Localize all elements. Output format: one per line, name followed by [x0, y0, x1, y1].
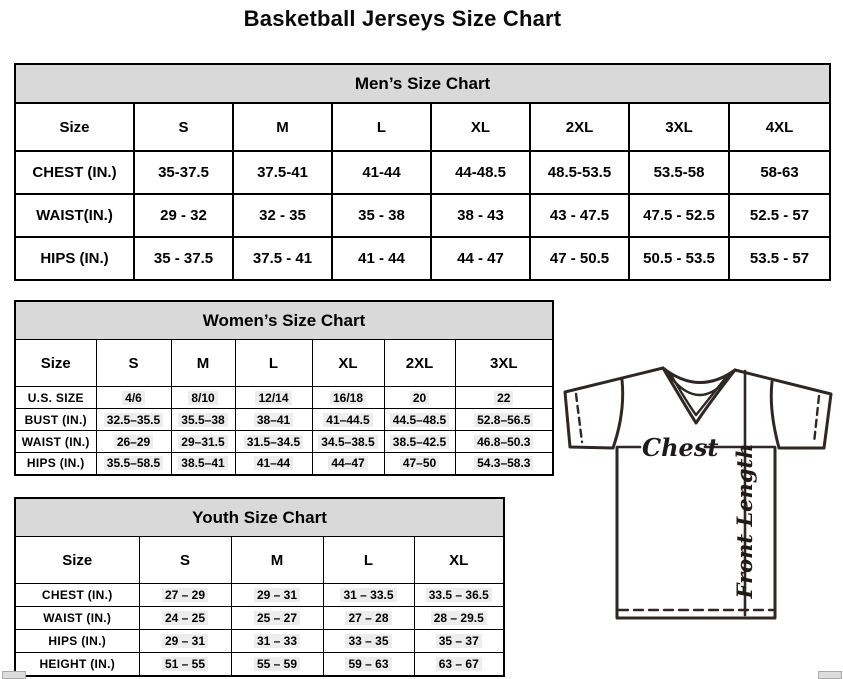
women-value-cell	[235, 409, 312, 431]
womens-size-table	[14, 300, 554, 476]
youth-value: 33 – 35	[345, 634, 391, 648]
youth-value-cell	[414, 630, 504, 653]
women-col-header-xl: XL	[312, 340, 384, 387]
men-value-cell	[629, 194, 729, 237]
men-col-header-xl: XL	[431, 103, 530, 151]
women-value-cell	[312, 409, 384, 431]
youth-value-cell	[139, 630, 231, 653]
men-value-cell	[332, 151, 431, 194]
women-value: 4/6	[122, 391, 145, 405]
women-value: 32.5–35.5	[104, 413, 163, 427]
women-table-row	[15, 431, 553, 453]
youth-value: 51 – 55	[162, 657, 208, 671]
youth-table-row	[15, 607, 504, 630]
women-value-cell	[235, 431, 312, 453]
women-value-cell	[171, 387, 235, 409]
men-table-row	[15, 237, 830, 280]
women-table-row	[15, 453, 553, 475]
men-value: 35 - 38	[358, 207, 405, 224]
youth-value: 35 – 37	[436, 634, 482, 648]
men-table-row	[15, 194, 830, 237]
youth-size-table	[14, 497, 505, 677]
women-value: 38.5–41	[178, 456, 227, 470]
men-value-cell	[530, 237, 629, 280]
men-col-header-3xl: 3XL	[629, 103, 729, 151]
jersey-left-cuff-dashed	[576, 394, 582, 442]
men-value: 37.5 - 41	[252, 250, 313, 267]
youth-row-label: HIPS (IN.)	[15, 630, 139, 653]
youth-value-cell	[323, 584, 414, 607]
women-value-cell	[384, 409, 455, 431]
youth-value: 59 – 63	[345, 657, 391, 671]
mens-size-table	[14, 63, 831, 281]
women-col-header-3xl: 3XL	[455, 340, 553, 387]
youth-table-row	[15, 653, 504, 676]
women-value-cell	[171, 409, 235, 431]
women-value-cell	[384, 431, 455, 453]
women-value-cell	[384, 453, 455, 475]
men-value: 53.5 - 57	[749, 250, 810, 267]
youth-value-cell	[139, 607, 231, 630]
page-title: Basketball Jerseys Size Chart	[243, 6, 562, 31]
men-value-cell	[332, 237, 431, 280]
women-value: 8/10	[188, 391, 217, 405]
youth-value: 25 – 27	[254, 611, 300, 625]
youth-value-cell	[231, 584, 323, 607]
youth-value: 27 – 28	[345, 611, 391, 625]
men-value-cell	[431, 151, 530, 194]
youth-row-label: WAIST (IN.)	[15, 607, 139, 630]
men-value: 35-37.5	[158, 164, 209, 181]
women-value: 54.3–58.3	[474, 456, 533, 470]
women-row-label: HIPS (IN.)	[15, 453, 96, 475]
jersey-measurement-diagram	[556, 356, 842, 630]
men-value: 58-63	[760, 164, 799, 181]
youth-value-cell	[231, 630, 323, 653]
women-value-cell	[96, 387, 171, 409]
women-table-row	[15, 387, 553, 409]
men-row-label: WAIST(IN.)	[15, 194, 134, 237]
women-value: 52.8–56.5	[474, 413, 533, 427]
men-value-cell	[729, 237, 830, 280]
youth-value-cell	[323, 630, 414, 653]
youth-value: 24 – 25	[162, 611, 208, 625]
youth-col-header-xl: XL	[414, 537, 504, 584]
jersey-right-cuff-dashed	[814, 396, 819, 443]
men-value: 41-44	[362, 164, 401, 181]
youth-value: 55 – 59	[254, 657, 300, 671]
men-value: 44 - 47	[457, 250, 504, 267]
women-row-label: U.S. SIZE	[15, 387, 96, 409]
women-value: 20	[410, 391, 429, 405]
men-value-cell	[530, 151, 629, 194]
youth-value: 31 – 33.5	[340, 588, 396, 602]
men-value: 37.5-41	[257, 164, 308, 181]
men-value: 43 - 47.5	[549, 207, 610, 224]
women-value-cell	[455, 409, 553, 431]
youth-row-label: CHEST (IN.)	[15, 584, 139, 607]
women-row-label: BUST (IN.)	[15, 409, 96, 431]
youth-value: 33.5 – 36.5	[426, 588, 492, 602]
men-value: 53.5-58	[653, 164, 705, 181]
women-table-row	[15, 409, 553, 431]
youth-chart-title: Youth Size Chart	[15, 498, 504, 537]
women-value-cell	[312, 453, 384, 475]
women-row-label: WAIST (IN.)	[15, 431, 96, 453]
youth-value: 28 – 29.5	[431, 611, 487, 625]
women-value-cell	[96, 453, 171, 475]
women-value-cell	[96, 431, 171, 453]
men-value-cell	[332, 194, 431, 237]
youth-value: 29 – 31	[162, 634, 208, 648]
men-value: 44-48.5	[455, 164, 506, 181]
men-value-cell	[233, 194, 332, 237]
women-value: 47–50	[400, 456, 439, 470]
women-value: 41–44	[254, 456, 293, 470]
men-col-header-2xl: 2XL	[530, 103, 629, 151]
men-value-cell	[233, 151, 332, 194]
women-value: 31.5–34.5	[244, 435, 303, 449]
youth-size-header: Size	[15, 537, 139, 584]
women-value: 29–31.5	[178, 435, 227, 449]
youth-value-cell	[414, 584, 504, 607]
youth-value-cell	[414, 607, 504, 630]
women-chart-title: Women’s Size Chart	[15, 301, 553, 340]
men-value: 29 - 32	[160, 207, 207, 224]
women-value-cell	[312, 431, 384, 453]
youth-value-cell	[323, 607, 414, 630]
men-value-cell	[431, 237, 530, 280]
women-value-cell	[455, 431, 553, 453]
front-length-label: Front Length	[732, 443, 757, 599]
men-value-cell	[134, 237, 233, 280]
women-value: 16/18	[330, 391, 366, 405]
men-value-cell	[134, 194, 233, 237]
women-value: 22	[494, 391, 513, 405]
women-value: 35.5–38	[178, 413, 227, 427]
women-value: 44–47	[328, 456, 367, 470]
youth-value: 27 – 29	[162, 588, 208, 602]
women-value: 26–29	[114, 435, 153, 449]
women-value: 34.5–38.5	[318, 435, 377, 449]
men-value-cell	[729, 194, 830, 237]
women-value-cell	[312, 387, 384, 409]
men-value: 38 - 43	[457, 207, 504, 224]
men-value: 41 - 44	[358, 250, 405, 267]
women-col-header-m: M	[171, 340, 235, 387]
men-col-header-4xl: 4XL	[729, 103, 830, 151]
youth-value-cell	[139, 584, 231, 607]
youth-value-cell	[414, 653, 504, 676]
men-value-cell	[629, 237, 729, 280]
men-value: 50.5 - 53.5	[643, 250, 715, 267]
youth-row-label: HEIGHT (IN.)	[15, 653, 139, 676]
youth-value: 31 – 33	[254, 634, 300, 648]
men-value: 47.5 - 52.5	[643, 207, 715, 224]
men-value-cell	[530, 194, 629, 237]
women-value: 44.5–48.5	[390, 413, 449, 427]
men-value: 52.5 - 57	[749, 207, 810, 224]
youth-col-header-m: M	[231, 537, 323, 584]
women-value: 12/14	[255, 391, 291, 405]
women-value-cell	[171, 453, 235, 475]
women-size-header: Size	[15, 340, 96, 387]
men-value: 35 - 37.5	[153, 250, 214, 267]
youth-value-cell	[231, 607, 323, 630]
men-value-cell	[431, 194, 530, 237]
men-value-cell	[233, 237, 332, 280]
youth-value-cell	[139, 653, 231, 676]
men-value-cell	[134, 151, 233, 194]
women-value: 41–44.5	[323, 413, 372, 427]
women-value: 35.5–58.5	[104, 456, 163, 470]
men-table-row	[15, 151, 830, 194]
men-row-label: CHEST (IN.)	[15, 151, 134, 194]
women-value-cell	[455, 387, 553, 409]
youth-value-cell	[323, 653, 414, 676]
men-value-cell	[729, 151, 830, 194]
youth-value: 63 – 67	[436, 657, 482, 671]
women-value: 46.8–50.3	[474, 435, 533, 449]
men-col-header-m: M	[233, 103, 332, 151]
men-col-header-s: S	[134, 103, 233, 151]
men-value: 47 - 50.5	[549, 250, 610, 267]
women-col-header-l: L	[235, 340, 312, 387]
women-col-header-2xl: 2XL	[384, 340, 455, 387]
men-col-header-l: L	[332, 103, 431, 151]
women-value-cell	[455, 453, 553, 475]
men-value: 32 - 35	[259, 207, 306, 224]
youth-table-row	[15, 584, 504, 607]
women-value-cell	[235, 387, 312, 409]
men-row-label: HIPS (IN.)	[15, 237, 134, 280]
women-value-cell	[235, 453, 312, 475]
women-col-header-s: S	[96, 340, 171, 387]
men-size-header: Size	[15, 103, 134, 151]
chest-label: Chest	[642, 433, 719, 462]
women-value-cell	[384, 387, 455, 409]
scrollbar-fragment-right[interactable]	[818, 671, 842, 679]
women-value-cell	[96, 409, 171, 431]
scrollbar-fragment-left[interactable]	[2, 671, 26, 679]
men-value-cell	[629, 151, 729, 194]
women-value: 38–41	[254, 413, 293, 427]
men-chart-title: Men’s Size Chart	[15, 64, 830, 103]
women-value-cell	[171, 431, 235, 453]
women-value: 38.5–42.5	[390, 435, 449, 449]
men-value: 48.5-53.5	[547, 164, 612, 181]
youth-col-header-l: L	[323, 537, 414, 584]
youth-table-row	[15, 630, 504, 653]
youth-value: 29 – 31	[254, 588, 300, 602]
youth-col-header-s: S	[139, 537, 231, 584]
youth-value-cell	[231, 653, 323, 676]
